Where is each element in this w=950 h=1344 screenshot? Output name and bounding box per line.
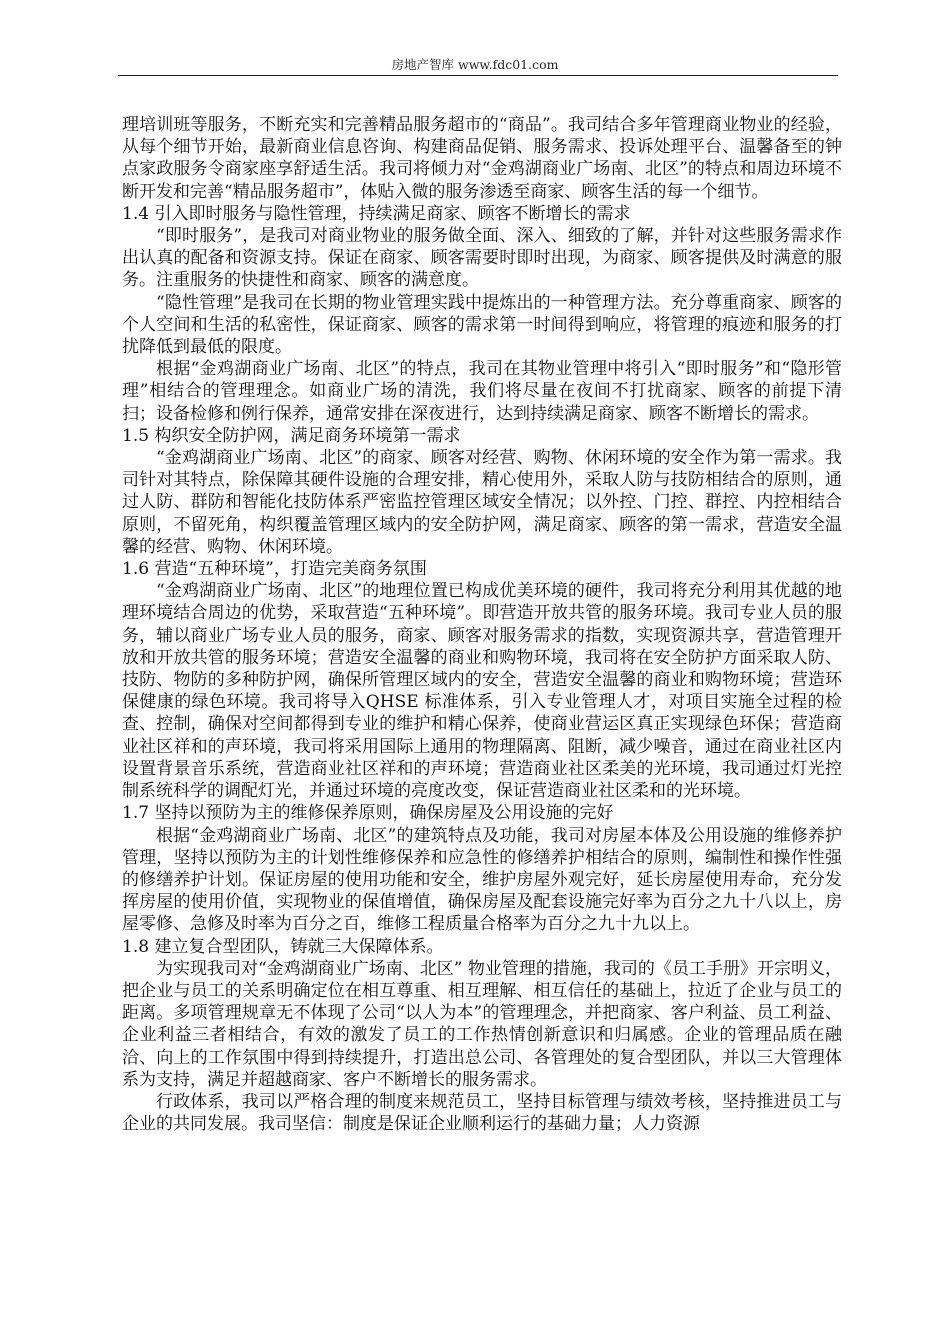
paragraph: 根据“金鸡湖商业广场南、北区”的特点，我司在其物业管理中将引入“即时服务”和“隐形管理”相结合的管理理念。如商业广场的清洗，我们将尽量在夜间不打扰商家、顾客的前提下清扫；设备检修和例行保养，通常安排在深夜进行，达到持续满足商家、顾客不断增长的需求。 bbox=[122, 359, 842, 424]
paragraph: 行政体系，我司以严格合理的制度来规范员工，坚持目标管理与绩效考核，坚持推进员工与企业的共同发展。我司坚信：制度是保证企业顺利运行的基础力量；人力资源 bbox=[122, 1091, 842, 1135]
paragraph: “金鸡湖商业广场南、北区”的地理位置已构成优美环境的硬件，我司将充分利用其优越的地理环境结合周边的优势，采取营造“五种环境”。即营造开放共管的服务环境。我司专业人员的服务，辅以商业广场专业人员的服务，商家、顾客对服务需求的指数，实现资源共享，营造管理开放和开放共管的服务环境；营造安全温馨的商业和购物环境，我司将在安全防护方面采取人防、技防、物防的多种防护网，确保所管理区域内的安全，营造安全温馨的商业和购物环境；营造环保健康的绿色环境。我司将导入QHSE 标准体系，引入专业管理人才，对项目实施全过程的检查、控制，确保对空间都得到专业的维护和精心保养，使商业营运区真正实现绿色环保；营造商业社区祥和的声环境，我司将采用国际上通用的物理隔离、阻断，减少噪音，通过在商业社区内设置背景音乐系统，营造商业社区祥和的声环境；营造商业社区柔美的光环境，我司通过灯光控制系统科学的调配灯光，并通过环境的亮度改变，保证营造商业社区柔和的光环境。 bbox=[122, 581, 842, 802]
section-heading-1-7: 1.7 坚持以预防为主的维修保养原则，确保房屋及公用设施的完好 bbox=[122, 803, 614, 824]
section-heading-1-6: 1.6 营造“五种环境”，打造完美商务氛围 bbox=[122, 559, 427, 580]
paragraph: “即时服务”，是我司对商业物业的服务做全面、深入、细致的了解，并针对这些服务需求作出认真的配备和资源支持。保证在商家、顾客需要时即时出现，为商家、顾客提供及时满意的服务。注重服务的快捷性和商家、顾客的满意度。 bbox=[122, 226, 842, 291]
document-body bbox=[122, 114, 842, 1135]
paragraph: “隐性管理”是我司在长期的物业管理实践中提炼出的一种管理方法。充分尊重商家、顾客的个人空间和生活的私密性，保证商家、顾客的需求第一时间得到响应，将管理的痕迹和服务的打扰降低到最低的限度。 bbox=[122, 292, 842, 358]
paragraph: 根据“金鸡湖商业广场南、北区”的建筑特点及功能，我司对房屋本体及公用设施的维修养护管理，坚持以预防为主的计划性维修保养和应急性的修缮养护相结合的原则，编制性和操作性强的修缮养护计划。保证房屋的使用功能和安全，维护房屋外观完好，延长房屋使用寿命，充分发挥房屋的使用价值，实现物业的保值增值，确保房屋及配套设施完好率为百分之九十八以上，房屋零修、急修及时率为百分之百，维修工程质量合格率为百分之九十九以上。 bbox=[122, 825, 842, 935]
section-heading-1-5: 1.5 构织安全防护网，满足商务环境第一需求 bbox=[122, 425, 461, 446]
header-divider bbox=[118, 75, 838, 76]
paragraph: 为实现我司对“金鸡湖商业广场南、北区” 物业管理的措施，我司的《员工手册》开宗明义，把企业与员工的关系明确定位在相互尊重、相互理解、相互信任的基础上，拉近了企业与员工的距离。多项管理规章无不体现了公司“以人为本”的管理理念，并把商家、客户利益、员工利益、企业利益三者相结合，有效的激发了员工的工作热情创新意识和归属感。企业的管理品质在融洽、向上的工作氛围中得到持续提升，打造出总公司、各管理处的复合型团队，并以三大管理体系为支持，满足并超越商家、客户不断增长的服务需求。 bbox=[122, 958, 842, 1090]
section-heading-1-8: 1.8 建立复合型团队，铸就三大保障体系。 bbox=[122, 936, 444, 957]
page-header: 房地产智库 www.fdc01.com bbox=[391, 57, 559, 72]
paragraph: “金鸡湖商业广场南、北区”的商家、顾客对经营、购物、休闲环境的安全作为第一需求。我司针对其特点，除保障其硬件设施的合理安排，精心使用外，采取人防与技防相结合的原则，通过人防、群防和智能化技防体系严密监控管理区域安全情况；以外控、门控、群控、内控相结合原则，不留死角，构织覆盖管理区域内的安全防护网，满足商家、顾客的第一需求，营造安全温馨的经营、购物、休闲环境。 bbox=[122, 448, 842, 557]
paragraph: 理培训班等服务，不断充实和完善精品服务超市的“商品”。我司结合多年管理商业物业的经验，从每个细节开始，最新商业信息咨询、构建商品促销、服务需求、投诉处理平台、温馨备至的钟点家政服务令商家座享舒适生活。我司将倾力对“金鸡湖商业广场南、北区”的特点和周边环境不断开发和完善“精品服务超市”，体贴入微的服务渗透至商家、顾客生活的每一个细节。 bbox=[122, 115, 842, 202]
section-heading-1-4: 1.4 引入即时服务与隐性管理，持续满足商家、顾客不断增长的需求 bbox=[122, 203, 631, 224]
